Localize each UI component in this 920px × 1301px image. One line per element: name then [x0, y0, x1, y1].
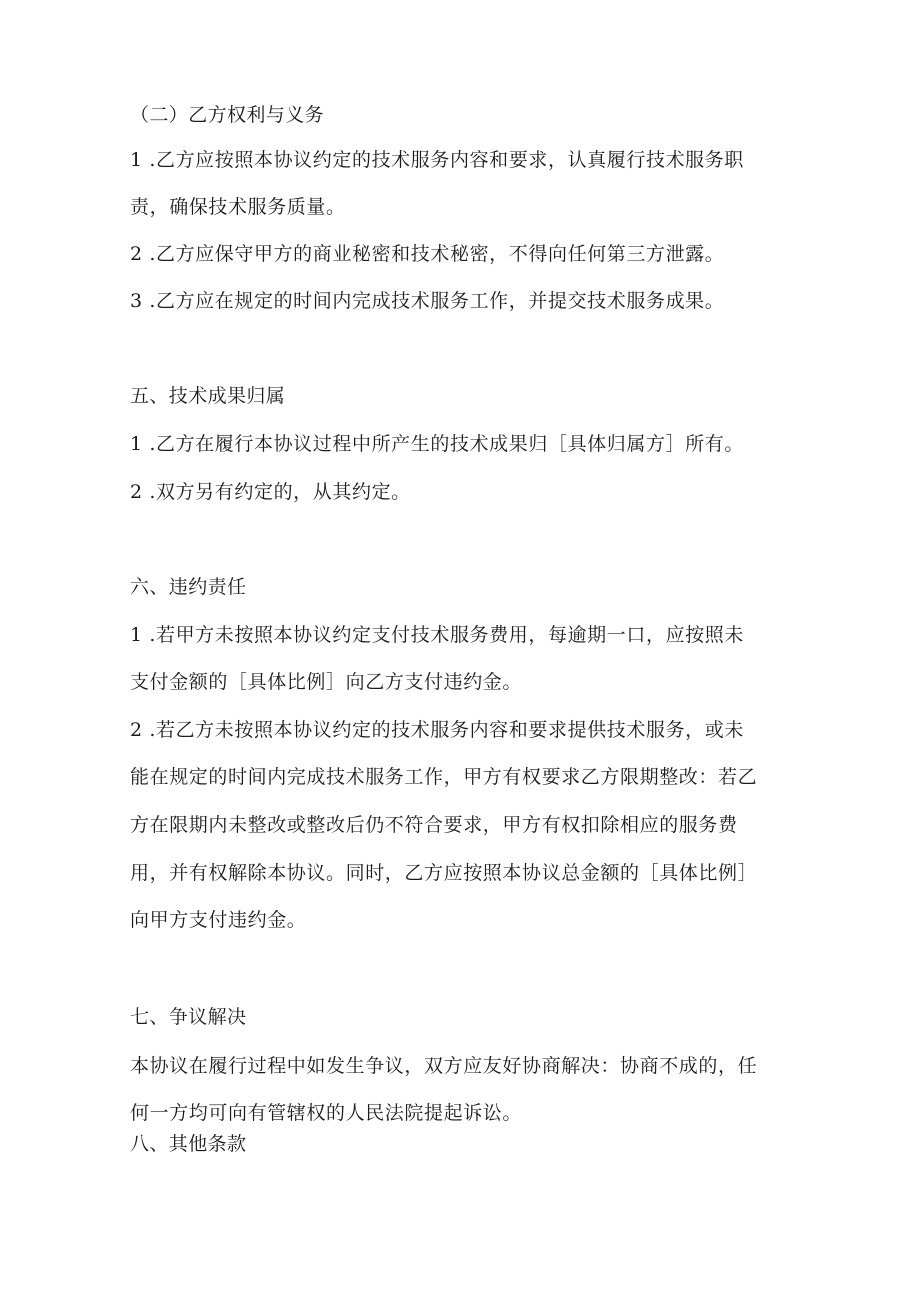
- section-7-heading: 七、争议解决: [130, 1006, 247, 1028]
- section-b-item-3: 3 .乙方应在规定的时间内完成技术服务工作，并提交技术服务成果。: [130, 290, 725, 312]
- section-5-heading: 五、技术成果归属: [130, 385, 286, 407]
- section-6-item-1-line-1: 1 .若甲方未按照本协议约定支付技术服务费用，每逾期一口，应按照未: [130, 624, 744, 646]
- section-6-item-2-line-3: 方在限期内未整改或整改后仍不符合要求，甲方有权扣除相应的服务费: [130, 814, 738, 836]
- section-8-heading: 八、其他条款: [130, 1133, 247, 1155]
- section-b-item-2: 2 .乙方应保守甲方的商业秘密和技术秘密，不得向任何第三方泄露。: [130, 243, 725, 265]
- section-6-item-2-line-1: 2 .若乙方未按照本协议约定的技术服务内容和要求提供技术服务，或未: [130, 719, 744, 741]
- section-7-paragraph-line-1: 本协议在履行过程中如发生争议，双方应友好协商解决：协商不成的，任: [130, 1055, 758, 1077]
- section-6-item-1-line-2: 支付金额的［具体比例］向乙方支付违约金。: [130, 671, 523, 693]
- section-5-item-1: 1 .乙方在履行本协议过程中所产生的技术成果归［具体归属方］所有。: [130, 433, 744, 455]
- section-7-paragraph-line-2: 何一方均可向有管辖权的人民法院提起诉讼。: [130, 1102, 523, 1124]
- section-6-heading: 六、违约责任: [130, 576, 247, 598]
- section-b-heading: （二）乙方权利与义务: [130, 104, 325, 126]
- section-b-item-1-line-2: 责，确保技术服务质量。: [130, 196, 346, 218]
- section-5-item-2: 2 .双方另有约定的，从其约定。: [130, 481, 411, 503]
- section-6-item-2-line-4: 用，并有权解除本协议。同时，乙方应按照本协议总金额的［具体比例］: [130, 862, 758, 884]
- section-6-item-2-line-2: 能在规定的时间内完成技术服务工作，甲方有权要求乙方限期整改：若乙: [130, 766, 758, 788]
- section-6-item-2-line-5: 向甲方支付违约金。: [130, 909, 307, 931]
- section-b-item-1-line-1: 1 .乙方应按照本协议约定的技术服务内容和要求，认真履行技术服务职: [130, 149, 744, 171]
